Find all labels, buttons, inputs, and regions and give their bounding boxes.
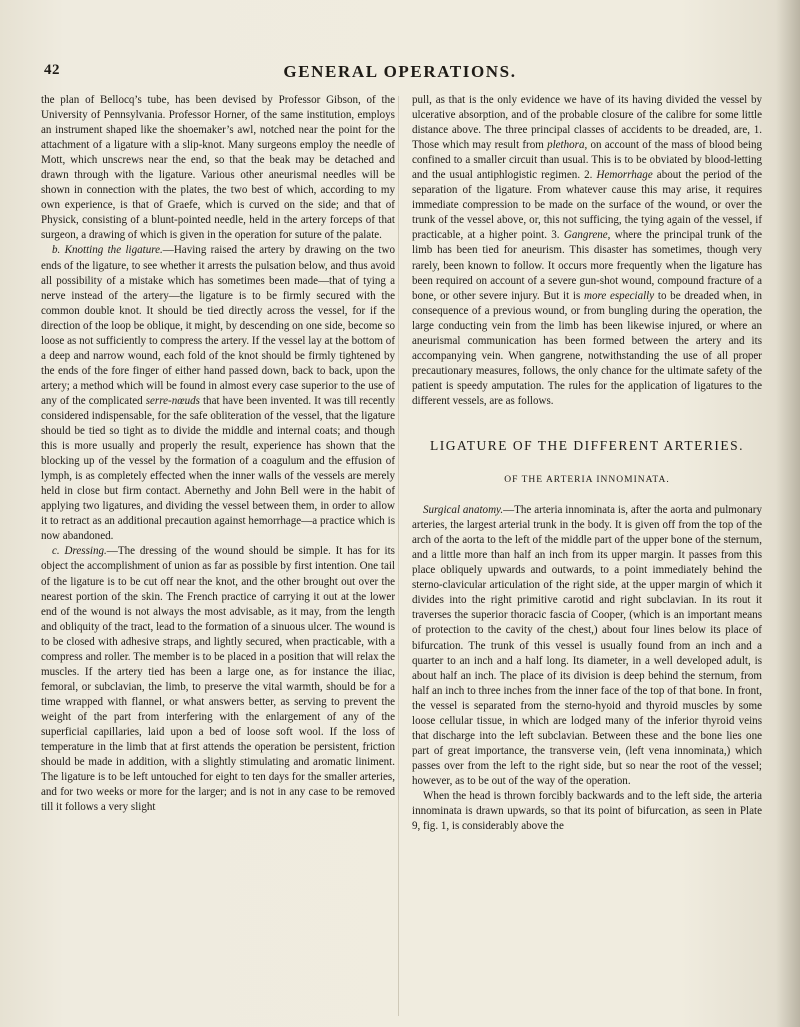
left-column: [41, 93, 395, 815]
accidents-text-c: about the period of the separation of the ligature. From whatever cause this may arise, it requires immediate compression to be made on the surface of the wound, or over the trunk of the vessel above, or, this not sufficing, the tying again of the vessel, if practicable, at a higher point. 3.: [412, 169, 762, 242]
paragraph-surgical-anatomy: [412, 503, 762, 789]
subsection-title: OF THE ARTERIA INNOMINATA.: [504, 475, 670, 486]
page-header: [34, 62, 766, 86]
paragraph-dressing: [41, 544, 395, 815]
accidents-text-a: pull, as that is the only evidence we have of its having divided the vessel by ulcerative absorption, and of the probable closure of the calibre for some little distance above. The three principal classes of accidents to be dreaded, are, 1. Those which may result from: [412, 94, 762, 152]
running-head: GENERAL OPERATIONS.: [283, 62, 517, 81]
dressing-heading: c. Dressing.: [52, 545, 107, 558]
knotting-text-tail: that have been invented. It was till recently considered indispensable, for the safe obliteration of the vessel, that the ligature should be tied so tight as to divide the middle and internal coats; and though this is more usually and properly the result, experience has shown that the blocking up of the vessel by the formation of a coagulum and the effusion of lymph, is as completely effected when the inner walls of the vessels are merely held in close but firm contact. Abernethy and John Bell were in the habit of applying two ligatures, and dividing the vessel between them, in order to allow it to retract as an additional precaution against hemorrhage—a practice which is now abandoned.: [41, 394, 395, 543]
section-title: LIGATURE OF THE DIFFERENT ARTERIES.: [429, 437, 745, 453]
page-number: 42: [44, 62, 60, 78]
more-especially-term: more especially: [583, 289, 655, 302]
dressing-text: —The dressing of the wound should be simple. It has for its object the accomplishment of union as far as possible by first intention. One tail of the ligature is to be cut off near the knot, and the other brought out over the nearest portion of the skin. The French practice of carrying it out at the lower end of the wound is not always the most advisable, as it may, from the length and obliquity of the tract, lead to the formation of a sinuous ulcer. The wound is to be closed with adhesive straps, and lightly secured, when practicable, with a compress and roller. The member is to be placed in a position that will relax the muscles. If the artery tied has been a large one, as for instance the iliac, femoral, or subclavian, the limb, to preserve the vital warmth, should be for a time wrapped with flannel, or what answers better, as serving to prevent the weight of the part from interfering with the enlargement of any of the superficial capillaries, laid upon a bed of loose soft wool. If the loss of temperature in the limb that at first attends the operation be persistent, friction should be made in addition, with a slightly stimulating and aromatic liniment. The ligature is to be left untouched for eight to ten days for the smaller arteries, and for two weeks or more for the larger; and is not in any case to be removed till it follows a very slight: [41, 545, 395, 814]
accidents-text-b: , on account of the mass of blood being confined to a smaller circuit than usual. This is to be obviated by blood-letting and the usual antiphlogistic regimen. 2.: [412, 139, 762, 182]
hemorrhage-term: Hemorrhage: [596, 169, 653, 182]
surgical-anatomy-heading: Surgical anatomy.: [423, 504, 504, 517]
serre-noeuds-term: serre-nœuds: [145, 394, 200, 407]
paragraph-knotting: [41, 243, 395, 544]
right-column: [412, 93, 762, 834]
accidents-text-d: , where the principal trunk of the limb has been tied for aneurism. This disaster has sometimes, though very rarely, been known to follow. It occurs more frequently when the ligature has been required on account of a severe gun-shot wound, compound fracture of a bone, or other severe injury. But it is: [412, 229, 763, 302]
paragraph-accidents: [412, 93, 762, 409]
paragraph-needles: the plan of Bellocq’s tube, has been devised by Professor Gibson, of the University of Pennsylvania. Professor Horner, of the same institution, employs an instrument shaped like the shoemaker’s awl, notched near the point for the attachment of a ligature with a slip-knot. Many surgeons employ the needle of Mott, which unscrews near the end, so that the beak may be detached and drawn through with the ligature. Various other aneurismal needles will be shown in connection with the plates, the two best of which, according to my own experience, is that of Graefe, which is curved on the side; and that of Physick, consisting of a blunt-pointed needle, held in the artery forceps of that surgeon, a drawing of which is given in the operation for suture of the palate.: [41, 94, 395, 242]
column-gutter: [398, 96, 399, 1016]
accidents-text-e: to be dreaded when, in consequence of a previous wound, or from bungling during the operation, the large conducting vein from the limb has been likewise injured, or where an aneurismal communication has been formed between the artery and its accompanying vein. When gangrene, notwithstanding the use of all proper precautionary measures, follows, the only chance for the ultimate safety of the patient is speedy amputation. The rules for the application of ligatures to the different vessels, are as follows.: [412, 289, 762, 407]
gangrene-term: Gangrene: [563, 229, 608, 242]
knotting-heading: b. Knotting the ligature.: [52, 244, 163, 257]
surgical-anatomy-text: —The arteria innominata is, after the aorta and pulmonary arteries, the largest arterial trunk in the body. It is given off from the top of the arch of the aorta to the left of the middle part of the upper bone of the sternum, and a little more than half an inch from its upper margin. It passes from this place obliquely upwards and outwards, to a point immediately behind the sterno-clavicular articulation of the right side, at the upper margin of which it divides into the right primitive carotid and right subclavian. In its rout it traverses the superior thoracic fascia of Cooper, (which is an important means of protection to the cavity of the chest,) about four lines below its place of bifurcation. The trunk of this vessel is usually found from an inch and a quarter to an inch and a half long. Its diameter, in a well developed adult, is about half an inch. The place of its division is deep behind the sternum, from half an inch to three inches from the inner face of the top of that bone. In front, the vessel is separated from the sterno-hyoid and thyroid muscles by some loose cellular tissue, in which are lodged many of the inferior thyroid veins that discharge into the left subclavian. Between these and the bone lies one part of great importance, the transverse vein, (left vena innominata,) which passes over from the left to the right side, but so near the root of the vessel; however, as to be out of the way of the operation.: [412, 504, 763, 787]
paragraph-head-position: When the head is thrown forcibly backwards and to the left side, the arteria innominata is drawn upwards, so that its point of bifurcation, as seen in Plate 9, fig. 1, is considerably above the: [412, 789, 762, 833]
knotting-text: —Having raised the artery by drawing on the two ends of the ligature, to see whether it arrests the pulsation below, and thus avoid all possibility of a mistake which has sometimes been made—that of tying a nerve instead of the artery—the ligature is to be firmly secured with the common double knot. It should be tied directly across the vessel, for if the direction of the loop be oblique, it might, by descending on one side, become so loose as not sufficiently to compress the artery. If the vessel lay at the bottom of a deep and narrow wound, each fold of the knot should be firmly tightened by the ends of the fore finger of either hand passed down, back to back, upon the artery; a method which will be found in almost every case superior to the use of any of the complicated: [41, 244, 395, 407]
plethora-term: plethora: [547, 139, 585, 152]
